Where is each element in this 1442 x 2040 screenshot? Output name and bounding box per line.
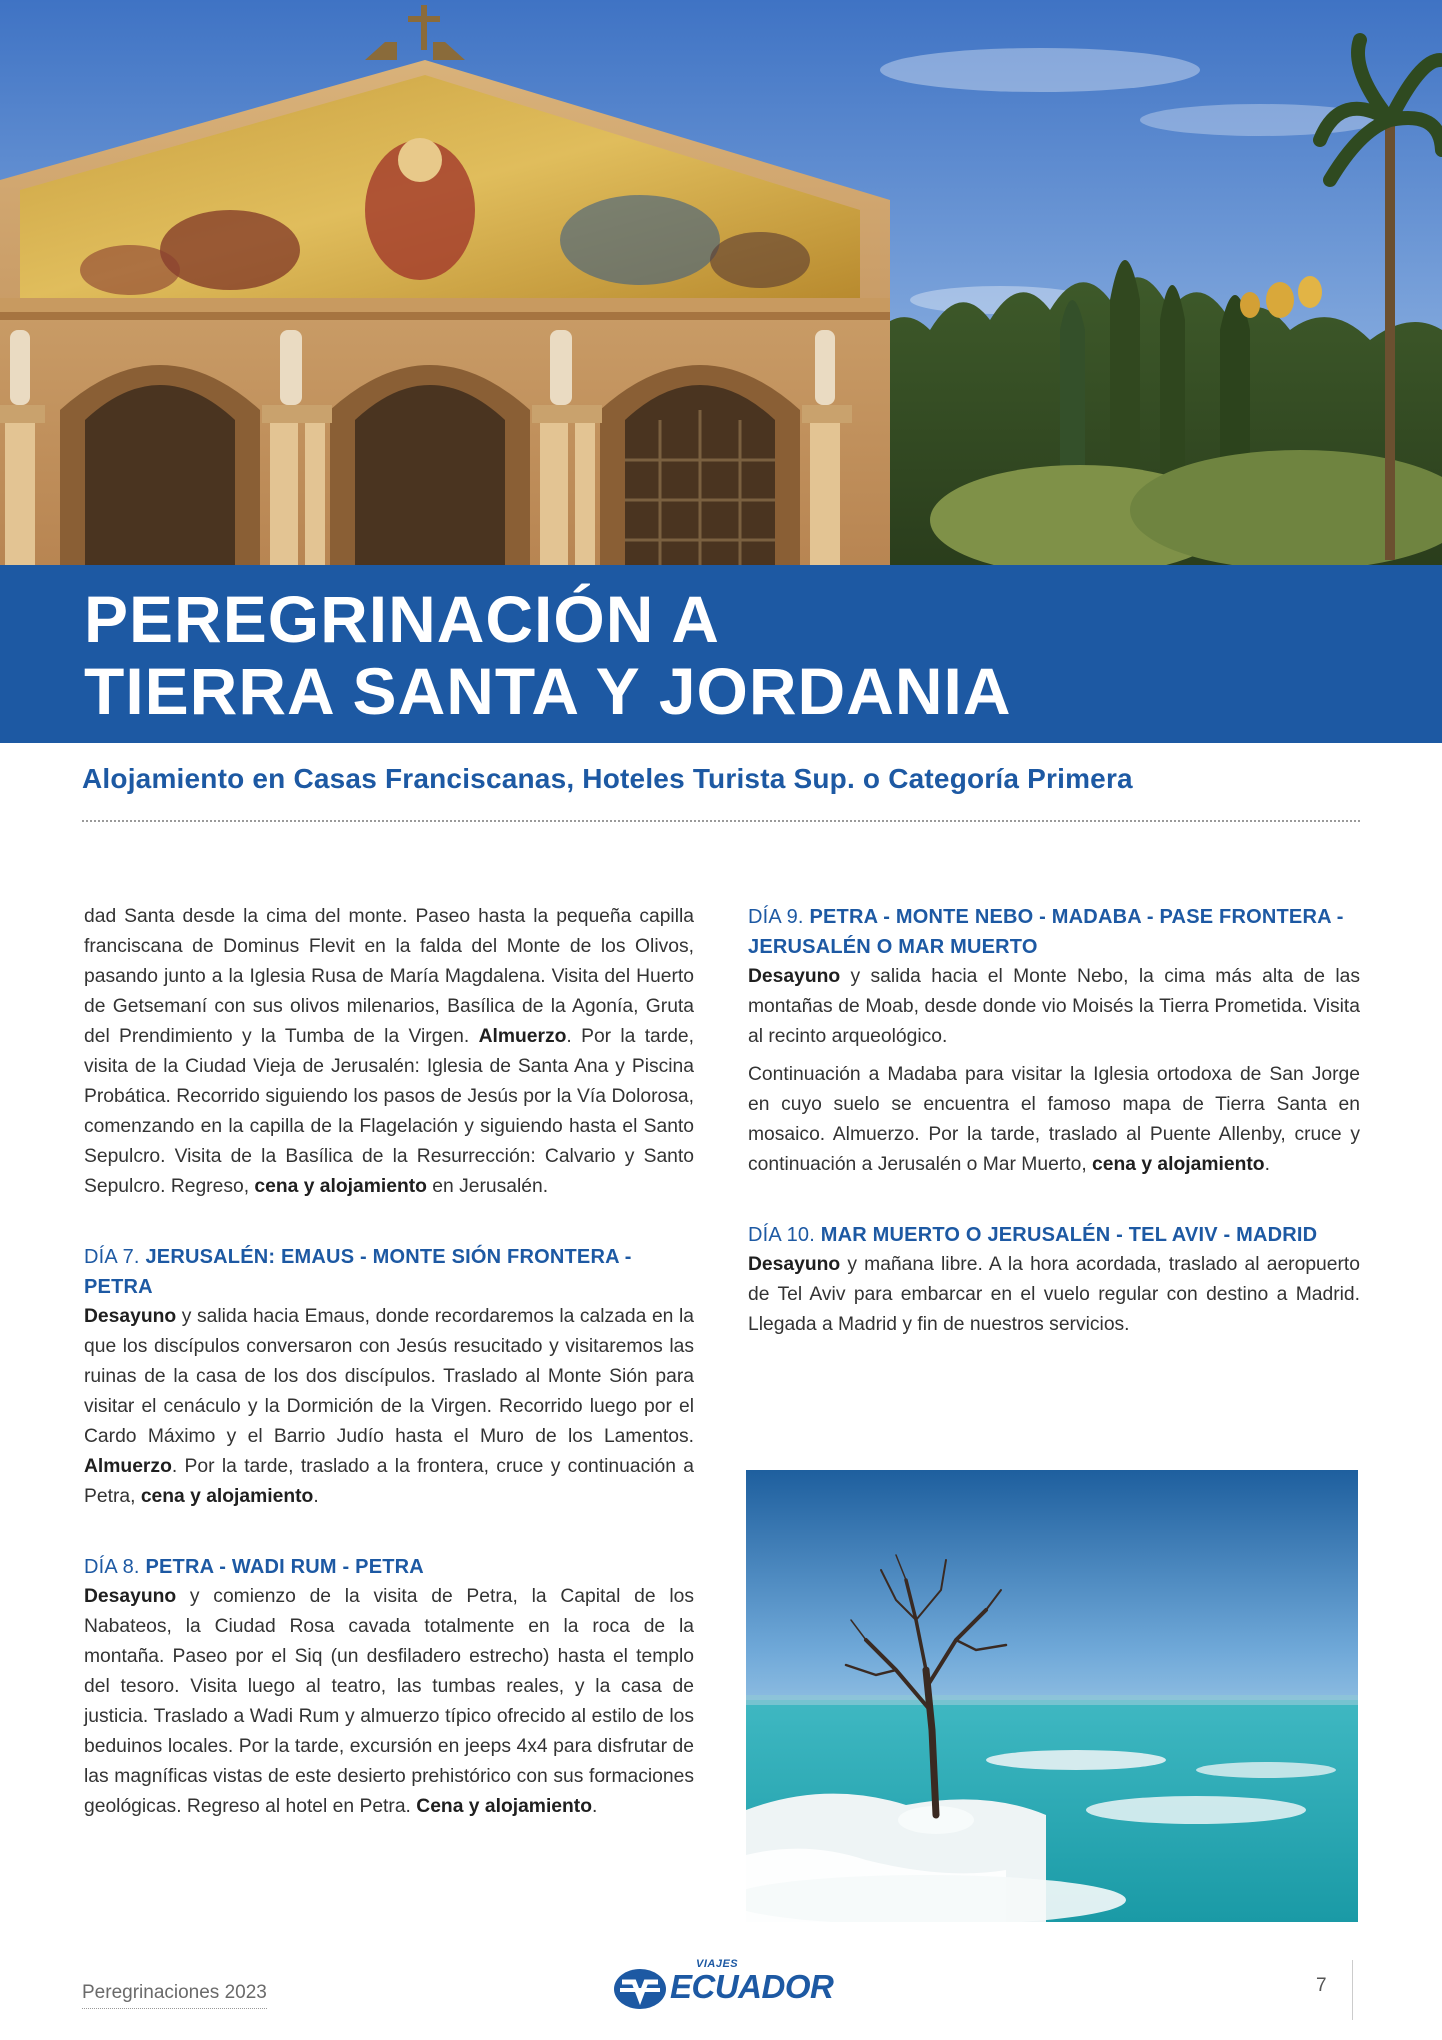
day-7-paragraph xyxy=(84,1302,694,1512)
basilica-illustration xyxy=(0,0,1442,565)
day-7-bold-2: Almuerzo xyxy=(84,1456,172,1477)
day-9-paragraph-2 xyxy=(748,1060,1360,1180)
logo-text-small: VIAJES xyxy=(696,1958,739,1970)
day-10-bold-1: Desayuno xyxy=(748,1254,841,1275)
footer-catalog-label: Peregrinaciones 2023 xyxy=(82,1982,267,2009)
page-number: 7 xyxy=(1316,1975,1327,1996)
page-title-line1: PEREGRINACIÓN A xyxy=(84,582,720,656)
day-8-heading xyxy=(84,1552,694,1582)
day-9-paragraph-1 xyxy=(748,962,1360,1052)
day-8-bold-1: Desayuno xyxy=(84,1586,177,1607)
intro-text: dad Santa desde la cima del monte. Paseo hasta la pequeña capilla franciscana de Dominus Flevit en la falda del Monte de los Olivos, pasando junto a la Iglesia Rusa de María Magdalena. Visita del Huerto de Getsemaní con sus olivos milenarios, Basílica de la Agonía, Gruta del Prendimiento y la Tumba de la Virgen. xyxy=(84,906,694,1047)
intro-bold-1: Almuerzo xyxy=(478,1026,567,1047)
viajes-ecuador-logo xyxy=(612,1958,842,2016)
intro-bold-2: cena y alojamiento xyxy=(254,1176,427,1197)
day-8-number: DÍA 8. xyxy=(84,1556,140,1578)
day-7-bold-1: Desayuno xyxy=(84,1306,177,1327)
day-10-number: DÍA 10. xyxy=(748,1224,815,1246)
day-9-heading xyxy=(748,902,1360,962)
hero-image-basilica xyxy=(0,0,1442,565)
day-10-title: MAR MUERTO O JERUSALÉN - TEL AVIV - MADRID xyxy=(820,1224,1318,1246)
day-7-text-3: . xyxy=(313,1486,319,1507)
intro-text-2: . Por la tarde, visita de la Ciudad Vieja de Jerusalén: Iglesia de Santa Ana y Piscina Probática. Recorrido siguiendo los pasos de Jesús por la Vía Dolorosa, comenzando en la capilla de la Flagelación y siguiendo hasta el Santo Sepulcro. Visita de la Basílica de la Resurrección: Calvario y Santo Sepulcro. Regreso, xyxy=(84,1026,694,1197)
page-title xyxy=(84,583,1012,727)
day-9-bold-2: cena y alojamiento xyxy=(1092,1154,1265,1175)
day-10-heading xyxy=(748,1220,1360,1250)
page-subtitle: Alojamiento en Casas Franciscanas, Hoteles Turista Sup. o Categoría Primera xyxy=(82,763,1133,794)
day-9-text-1: y salida hacia el Monte Nebo, la cima más alta de las montañas de Moab, desde donde vio Moisés la Tierra Prometida. Visita al recinto arqueológico. xyxy=(748,966,1360,1047)
intro-text-3: en Jerusalén. xyxy=(426,1176,549,1197)
intro-block xyxy=(84,902,694,1202)
day-10-block xyxy=(748,1220,1360,1340)
day-7-heading xyxy=(84,1242,694,1302)
day-9-number: DÍA 9. xyxy=(748,906,804,928)
day-7-number: DÍA 7. xyxy=(84,1246,140,1268)
day-10-text-1: y mañana libre. A la hora acordada, traslado al aeropuerto de Tel Aviv para embarcar en el vuelo regular con destino a Madrid. Llegada a Madrid y fin de nuestros servicios. xyxy=(748,1254,1360,1335)
title-band xyxy=(0,565,1442,743)
day-7-text-1: y salida hacia Emaus, donde recordaremos la calzada en la que los discípulos conversaron con Jesús resucitado y visitaremos las ruinas de la casa de los dos discípulos. Traslado al Monte Sión para visitar el cenáculo y la Dormición de la Virgen. Recorrido luego por el Cardo Máximo y el Barrio Judío hasta el Muro de los Lamentos. xyxy=(84,1306,694,1447)
day-8-title: PETRA - WADI RUM - PETRA xyxy=(145,1556,424,1578)
day-9-text-2: Continuación a Madaba para visitar la Iglesia ortodoxa de San Jorge en cuyo suelo se encuentra el famoso mapa de Tierra Santa en mosaico. Almuerzo. Por la tarde, traslado al Puente Allenby, cruce y continuación a Jerusalén o Mar Muerto, xyxy=(748,1064,1360,1175)
day-10-paragraph xyxy=(748,1250,1360,1340)
left-column xyxy=(84,902,694,1822)
day-9-title: PETRA - MONTE NEBO - MADABA - PASE FRONTERA - JERUSALÉN O MAR MUERTO xyxy=(748,906,1344,958)
day-8-bold-2: Cena y alojamiento xyxy=(416,1796,593,1817)
dead-sea-illustration xyxy=(746,1470,1358,1922)
day-9-text-3: . xyxy=(1264,1154,1270,1175)
logo-mark-icon xyxy=(612,1966,668,2012)
dotted-divider xyxy=(82,820,1360,822)
day-8-text-1: y comienzo de la visita de Petra, la Capital de los Nabateos, la Ciudad Rosa cavada totalmente en la roca de la montaña. Paseo por el Siq (un desfiladero estrecho) hasta el templo del tesoro. Visita luego al teatro, las tumbas reales, y la casa de justicia. Traslado a Wadi Rum y almuerzo típico ofrecido al estilo de los beduinos locales. Por la tarde, excursión en jeeps 4x4 para disfrutar de las magníficas vistas de este desierto prehistórico con sus formaciones geológicas. Regreso al hotel en Petra. xyxy=(84,1586,694,1817)
intro-paragraph xyxy=(84,902,694,1202)
day-8-paragraph xyxy=(84,1582,694,1822)
right-column xyxy=(748,902,1360,1340)
day-8-block xyxy=(84,1552,694,1822)
page-number-rule xyxy=(1352,1960,1353,2020)
day-7-bold-3: cena y alojamiento xyxy=(140,1486,314,1507)
day-7-block xyxy=(84,1242,694,1512)
page-title-line2: TIERRA SANTA Y JORDANIA xyxy=(84,654,1012,728)
day-9-bold-1: Desayuno xyxy=(748,966,841,987)
day-7-title: JERUSALÉN: EMAUS - MONTE SIÓN FRONTERA - PETRA xyxy=(84,1246,632,1298)
day-7-text-2: . Por la tarde, traslado a la frontera, cruce y continuación a Petra, xyxy=(84,1456,694,1507)
dead-sea-photo xyxy=(746,1470,1358,1922)
day-8-text-2: . xyxy=(592,1796,598,1817)
day-9-block xyxy=(748,902,1360,1180)
logo-text-big: ECUADOR xyxy=(670,1968,834,2005)
